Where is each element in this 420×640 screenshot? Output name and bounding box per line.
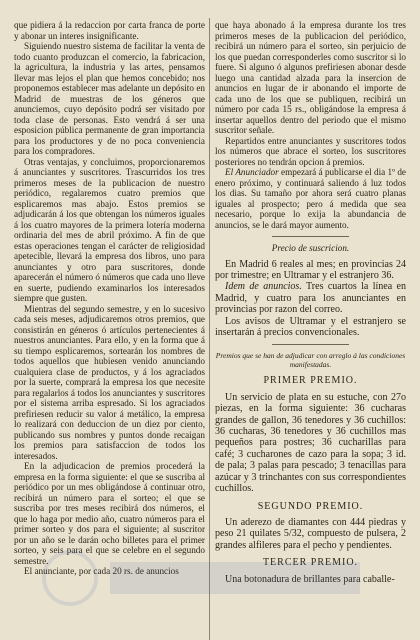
right-column xyxy=(215,20,406,640)
premios-note: Premios que se han de adjudicar con arreglo á las condiciones manifestadas. xyxy=(215,351,406,370)
anuncios-label: Idem de anuncios. xyxy=(225,281,302,293)
column-divider xyxy=(209,18,210,640)
segundo-premio-heading: SEGUNDO PREMIO. xyxy=(257,500,364,512)
anunciador-text: empezará á publicarse el dia 1º de enero próximo, y continuará saliendo á luz todos los dias. Su tamaño por ahora será cuatro planas iguales al prospecto; pero á medida que sea necesario, porque lo exija la abundancia de anuncios, se le dará mayor aumento. xyxy=(215,167,406,230)
left-paragraph-1: que pidiera á la redaccion por carta franca de porte y abonar un interes insignificante. xyxy=(14,20,205,41)
tercer-premio-text: Una botonadura de brillantes para caballe- xyxy=(225,573,395,585)
primer-premio-text: Un servicio de plata en su estuche, con 27o piezas, en la forma siguiente: 36 cucharas grandes de gallon, 36 tenedores y 36 cuchillos: 36 cucharas, 36 tenedores y 36 cuchillos mas pequeños para postres; 36 cucharillas para café; 3 cucharones de cazo para la sopa; 3 id. de pala; 3 palas para pescado; 3 tenacillas para azúcar y 3 trinchantes con sus correspondientes cuchillos. xyxy=(215,391,406,495)
left-column xyxy=(14,20,205,640)
section-rule xyxy=(272,236,348,237)
anuncios-extra: Los avisos de Ultramar y el estranjero se insertarán á precios convencionales. xyxy=(215,315,406,338)
anuncios-text: Tres cuartos la línea en Madrid, y cuatro para los anunciantes en provincias por razon del correo. xyxy=(215,281,406,316)
precio-text: En Madrid 6 reales al mes; en provincias 24 por trimestre; en Ultramar y el estranjero 36. xyxy=(215,258,406,281)
precio-heading: Precio de suscricion. xyxy=(271,243,350,253)
left-paragraph-3: Otras ventajas, y concluimos, proporcionaremos á anunciantes y suscritores. Trascurridos los tres primeros meses de la publicacion de nuestro periódico, regalaremos cuatro premios que esplicaremos mas abajo. Estos premios se adjudicarán á los que obtengan los números iguales á los cuatro mayores de la primera lotería moderna ordinaria del mes de abril próximo. A fin de que estas operaciones tengan el carácter de religiosidad apetecible, llevará la empresa dos libros, uno para anunciantes y otro para suscritores, donde aparecerán el número ó números que cada uno lleve en suerte, pudiendo examinarlos los interesados siempre que gusten. xyxy=(14,156,205,303)
left-paragraph-4: Mientras del segundo semestre, y en lo sucesivo cada seis meses, adjudicaremos otros premios, que consistirán en géneros ó artículos pertenecientes á nuestros anunciantes. Para ello, y en la forma que á su tiempo esplicaremos, sortearán los nombres de todos aquellos que hubiesen venido anunciando cualquiera clase de productos, y á los agraciados por la suerte, comprará la empresa los que necesite para regalarlos á todos los anunciantes y suscritores por el sistema arriba espresado. Si los agraciados prefiriesen reducir su valor á metálico, la empresa lo realizará con deduccion de un diez por ciento, publicando sus nombres y puntos donde recaigan los premios para satisfaccion de todos los interesados. xyxy=(14,303,205,461)
right-paragraph-1: que haya abonado á la empresa durante los tres primeros meses de la publicacion del periódico, recibirá un número para el sorteo, sin perjuicio de los que puedan corresponderles como suscritor si lo fuere. Si alguno ó algunos prefiriesen abonar desde luego una cantidad alzada para la insercion de anuncios en lugar de ir abonando el importe de cada uno de los que se publiquen, recibirá un número por cada 15 rs., obligándose la empresa á insertar aquellos dentro del periodo que el mismo suscritor señale. xyxy=(215,20,406,135)
left-paragraph-6: El anunciante, por cada 20 rs. de anuncios xyxy=(24,566,179,576)
right-paragraph-2: Repartidos entre anunciantes y suscritores todos los números que abrace el sorteo, los suscritores posteriores no tendrán opcion á premios. xyxy=(215,135,406,167)
section-rule-2 xyxy=(272,344,348,345)
segundo-premio-text: Un aderezo de diamantes con 444 piedras y peso 21 quilates 5/32, compuesto de pulsera, 2 grandes alfileres para el pecho y pendientes. xyxy=(215,517,406,551)
left-paragraph-2: Siguiendo nuestro sistema de facilitar la venta de todo cuanto produzcan el comercio, la fabricacion, la agricultura, la industria y las artes, pensamos llevar mas lejos el plan que hemos concebido; nos proponemos establecer mas adelante un depósito en Madrid de muestras de los géneros que anunciemos, cuyo depósito podrá ser visitado por toda clase de personas. Esto vendrá á ser una esposicion pública permanente de gran importancia para los productores y de no poca conveniencia para los compradores. xyxy=(14,41,205,156)
anuncios-paragraph xyxy=(215,281,406,315)
primer-premio-heading: PRIMER PREMIO. xyxy=(263,375,358,387)
tercer-premio-heading: TERCER PREMIO. xyxy=(262,557,359,569)
left-paragraph-5: En la adjudicacion de premios procederá la empresa en la forma siguiente: el que se suscriba al periódico por un mes obligándose á continuar otro, recibirá un número para el sorteo; el que se suscriba por tres meses recibirá dos números, el que lo haga por medio año, cuatro números para el primer sorteo y dos para el siguiente; al suscritor por un año se le darán ocho billetes para el primer sorteo, y seis para el que se celebre en el segundo semestre. xyxy=(14,461,205,566)
anunciador-paragraph xyxy=(215,167,406,230)
anunciador-name: El Anunciador xyxy=(225,167,279,177)
